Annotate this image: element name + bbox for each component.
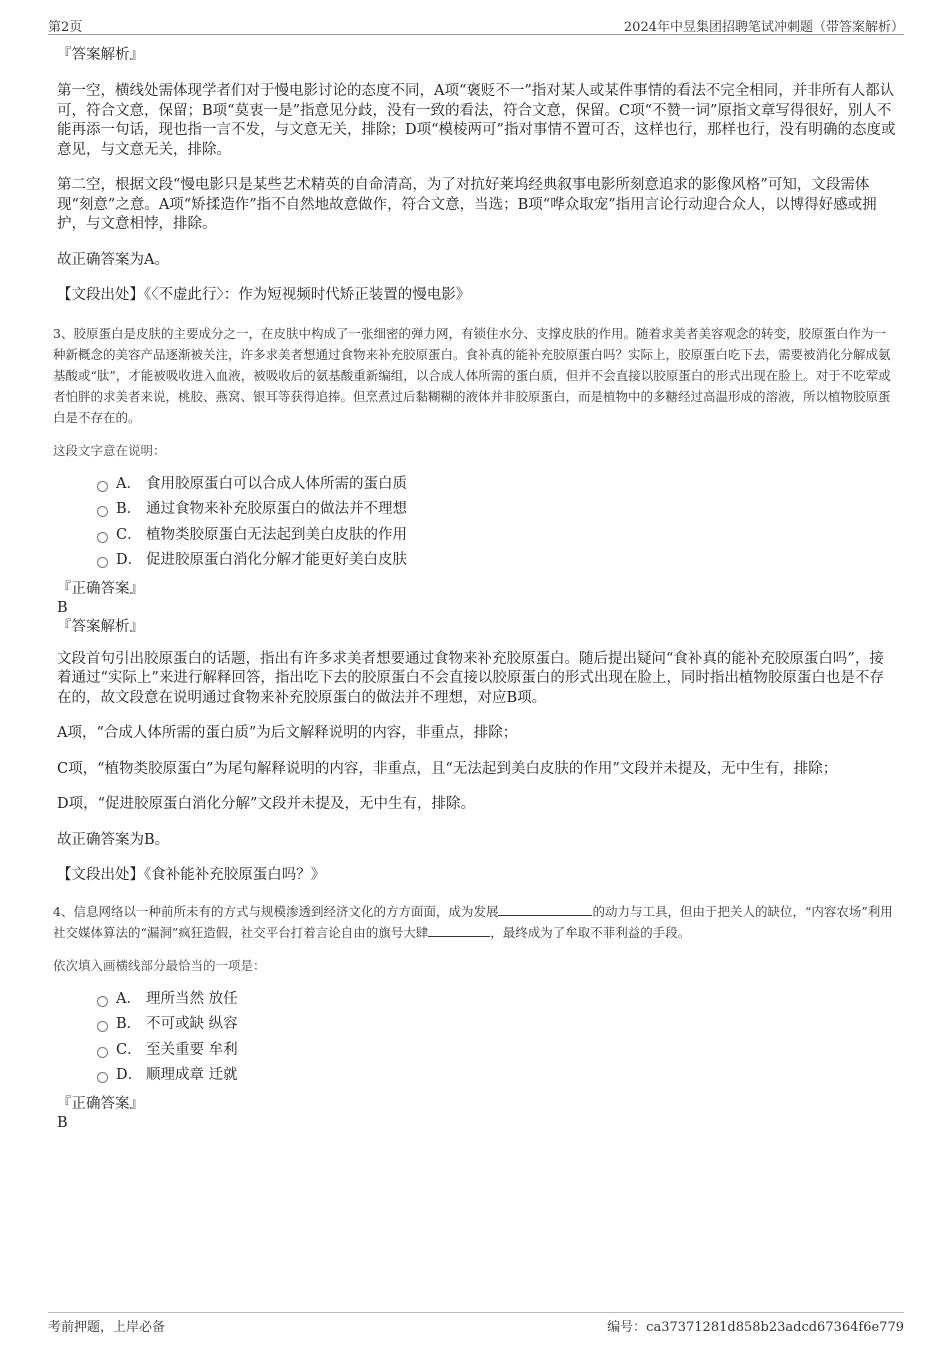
q2-analysis-para2: 第二空，根据文段“慢电影只是某些艺术精英的自命清高，为了对抗好莱坞经典叙事电影所刻意追求的影像风格”可知，文段需体现“刻意”之意。A项“矫揉造作”指不自然地故意做作，符合文意，当选；B项“哗众取宠”指用言论行动迎合众人，以博得好感或拥护，与文意相悖，排除。 xyxy=(57,177,877,232)
radio-icon[interactable] xyxy=(97,1072,108,1083)
q4-option-a[interactable]: A． 理所当然 放任 xyxy=(97,987,897,1013)
q3-analysis-para1: 文段首句引出胶原蛋白的话题，指出有许多求美者想要通过食物来补充胶原蛋白。随后提出疑问“食补真的能补充胶原蛋白吗”，接着通过“实际上”来进行解释回答，指出吃下去的胶原蛋白不会直接以胶原蛋白的形式出现在脸上，同时指出植物胶原蛋白也是不存在的，故文段意在说明通过食物来补充胶原蛋白的做法并不理想，对应B项。 xyxy=(57,650,884,706)
q2-conclusion: 故正确答案为A。 xyxy=(57,251,169,268)
q2-analysis-label: 『答案解析』 xyxy=(57,47,144,63)
document-title: 2024年中昱集团招聘笔试冲刺题（带答案解析） xyxy=(623,20,904,35)
q3-conclusion: 故正确答案为B。 xyxy=(57,831,170,848)
q4-option-b[interactable]: B． 不可或缺 纵容 xyxy=(97,1012,897,1038)
q4-option-d[interactable]: D． 顺理成章 迁就 xyxy=(97,1063,897,1089)
page-footer xyxy=(48,1312,904,1335)
radio-icon[interactable] xyxy=(97,1047,108,1058)
document-code: 编号：ca37371281d858b23adcd67364f6e779 xyxy=(607,1320,904,1335)
q3-prompt: 这段文字意在说明： xyxy=(53,442,166,458)
radio-icon[interactable] xyxy=(97,532,108,543)
radio-icon[interactable] xyxy=(97,557,108,568)
fill-blank-1 xyxy=(498,902,592,916)
q3-option-a[interactable]: A． 食用胶原蛋白可以合成人体所需的蛋白质 xyxy=(97,472,897,498)
footer-slogan: 考前押题，上岸必备 xyxy=(48,1320,166,1335)
radio-icon[interactable] xyxy=(97,506,108,517)
q3-analysis-label: 『答案解析』 xyxy=(57,618,144,635)
q3-option-d[interactable]: D． 促进胶原蛋白消化分解才能更好美白皮肤 xyxy=(97,548,897,574)
q4-option-c[interactable]: C． 至关重要 牟利 xyxy=(97,1038,897,1064)
q2-analysis-para1: 第一空，横线处需体现学者们对于慢电影讨论的态度不同，A项“褒贬不一”指对某人或某件事情的看法不完全相同，并非所有人都认可，符合文意，保留；B项“莫衷一是”指意见分歧，没有一致的看法，符合文意，保留。C项“不赞一词”原指文章写得很好，别人不能再添一句话，现也指一言不发，与文意无关，排除；D项“模棱两可”指对事情不置可否，这样也行，那样也行，没有明确的态度或意见，与文意无关，排除。 xyxy=(57,83,896,158)
page-content xyxy=(53,46,897,1133)
fill-blank-2 xyxy=(428,923,490,937)
q4-stem: 4、信息网络以一种前所未有的方式与规模渗透到经济文化的方方面面，成为发展 的动力与工具，但由于把关人的缺位，“内容农场”利用社交媒体算法的“漏洞”疯狂造假，社交平台打着言论自由的旗号大肆 ，最终成为了牟取不菲利益的手段。 xyxy=(53,903,893,940)
q3-analysis-option-c: C项，“植物类胶原蛋白”为尾句解释说明的内容，非重点，且“无法起到美白皮肤的作用”文段并未提及，无中生有，排除； xyxy=(57,760,838,777)
q2-source: 【文段出处】《〈不虚此行〉：作为短视频时代矫正装置的慢电影》 xyxy=(57,287,471,303)
q3-source: 【文段出处】《食补能补充胶原蛋白吗？》 xyxy=(57,867,326,883)
q3-options xyxy=(57,472,897,574)
q3-stem: 3、胶原蛋白是皮肤的主要成分之一，在皮肤中构成了一张细密的弹力网，有锁住水分、支撑皮肤的作用。随着求美者美容观念的转变，胶原蛋白作为一种新概念的美容产品逐渐被关注，许多求美者想通过食物来补充胶原蛋白。食补真的能补充胶原蛋白吗？实际上，胶原蛋白吃下去，需要被消化分解成氨基酸或“肽”，才能被吸收进入血液，被吸收后的氨基酸重新编组，以合成人体所需的蛋白质，但并不会直接以胶原蛋白的形式出现在脸上。对于不吃荤或者怕胖的求美者来说，桃胶、燕窝、银耳等获得追捧。但烹煮过后黏糊糊的液体并非胶原蛋白，而是植物中的多糖经过高温形成的溶液，所以植物胶原蛋白是不存在的。 xyxy=(53,325,891,425)
radio-icon[interactable] xyxy=(97,481,108,492)
q3-option-b[interactable]: B． 通过食物来补充胶原蛋白的做法并不理想 xyxy=(97,497,897,523)
q3-analysis-option-d: D项，“促进胶原蛋白消化分解”文段并未提及，无中生有，排除。 xyxy=(57,796,475,812)
q3-analysis-option-a: A项，“合成人体所需的蛋白质”为后文解释说明的内容，非重点，排除； xyxy=(57,725,518,741)
q4-answer-label: 『正确答案』 xyxy=(57,1095,144,1112)
q3-answer: B xyxy=(57,599,68,616)
radio-icon[interactable] xyxy=(97,1021,108,1032)
page-header xyxy=(48,14,904,35)
q4-options xyxy=(57,987,897,1089)
q3-option-c[interactable]: C． 植物类胶原蛋白无法起到美白皮肤的作用 xyxy=(97,523,897,549)
radio-icon[interactable] xyxy=(97,996,108,1007)
page-number: 第2页 xyxy=(48,20,83,35)
q4-prompt: 依次填入画横线部分最恰当的一项是： xyxy=(53,957,266,973)
q4-answer: B xyxy=(57,1114,68,1131)
q3-answer-label: 『正确答案』 xyxy=(57,580,144,597)
